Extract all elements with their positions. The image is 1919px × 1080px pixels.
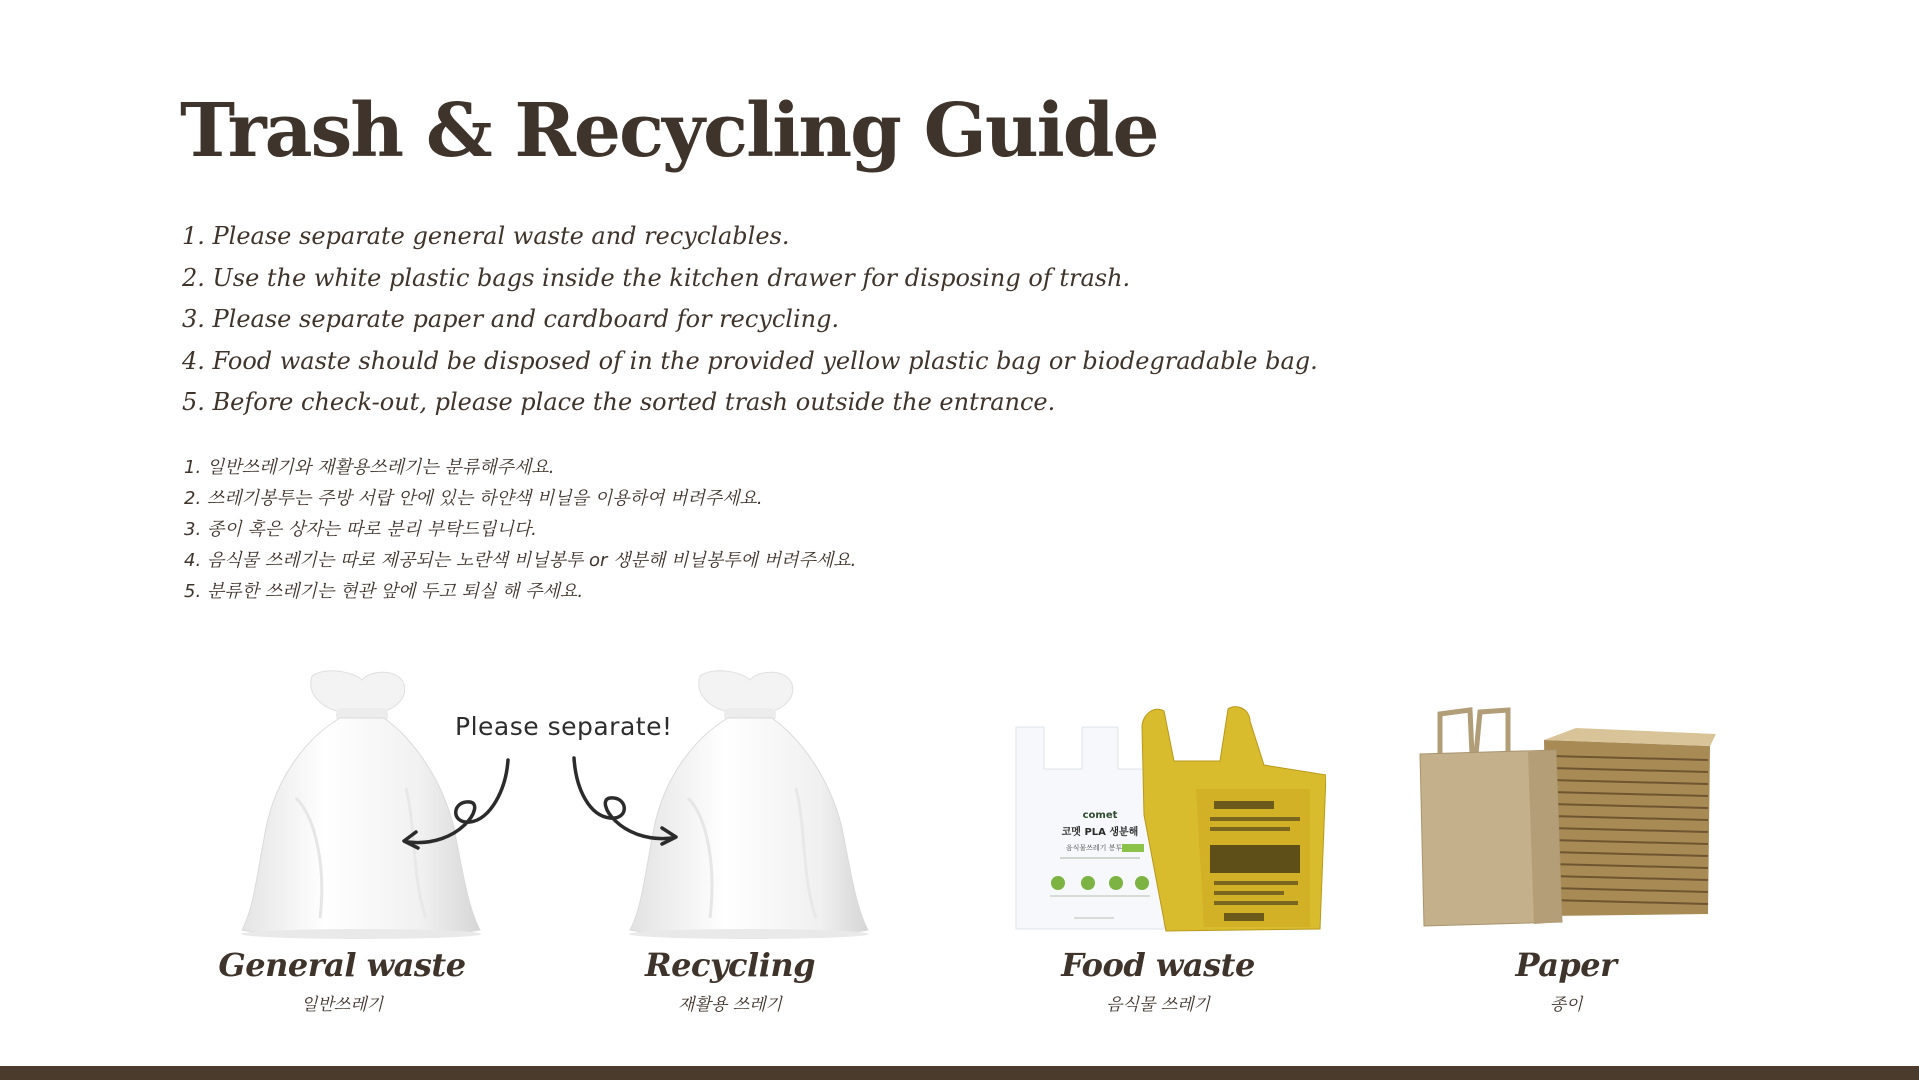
caption-general-waste-ko: 일반쓰레기 xyxy=(300,995,384,1015)
caption-general-waste xyxy=(152,946,532,1015)
rule-ko-5: 5. 분류한 쓰레기는 현관 앞에 두고 퇴실 해 주세요. xyxy=(184,581,584,602)
caption-recycling-en: Recycling xyxy=(645,946,815,984)
rule-ko-1: 1. 일반쓰레기와 재활용쓰레기는 분류해주세요. xyxy=(184,457,555,478)
rule-en-2: 2. Use the white plastic bags inside the kitchen drawer for disposing of trash. xyxy=(182,263,1131,292)
rule-en-1: 1. Please separate general waste and recyclables. xyxy=(182,222,790,250)
rule-en-4: 4. Food waste should be disposed of in the provided yellow plastic bag or biodegradable bag. xyxy=(182,346,1318,375)
caption-paper-en: Paper xyxy=(1515,946,1617,984)
rule-en-3: 3. Please separate paper and cardboard for recycling. xyxy=(182,305,840,333)
rule-ko-3: 3. 종이 혹은 상자는 따로 분리 부탁드립니다. xyxy=(184,519,537,540)
caption-food-waste xyxy=(968,946,1348,1015)
rules-list-korean xyxy=(184,452,856,607)
rules-list-english xyxy=(182,216,1318,424)
caption-paper-ko: 종이 xyxy=(1549,995,1583,1015)
food-waste-bags-icon xyxy=(1014,705,1326,933)
food-bag-name: 코멧 PLA 생분해 xyxy=(1061,827,1139,838)
rule-ko-2: 2. 쓰레기봉투는 주방 서랍 안에 있는 하얀색 비닐을 이용하여 버려주세요. xyxy=(184,488,763,509)
caption-food-waste-ko: 음식물 쓰레기 xyxy=(1106,995,1210,1015)
bottom-bar xyxy=(0,1066,1919,1080)
food-bag-sub: 음식물쓰레기 봉투 xyxy=(1065,844,1123,852)
paper-bag-cardboard-icon xyxy=(1416,706,1726,928)
rule-en-5: 5. Before check-out, please place the sorted trash outside the entrance. xyxy=(182,388,1056,416)
separate-arrows-icon xyxy=(390,740,710,860)
separate-note: Please separate! xyxy=(455,712,673,741)
rule-ko-4: 4. 음식물 쓰레기는 따로 제공되는 노란색 비닐봉투 or 생분해 비닐봉투에 버려주세요. xyxy=(184,550,857,571)
caption-general-waste-en: General waste xyxy=(218,946,466,984)
caption-recycling xyxy=(540,946,920,1015)
caption-recycling-ko: 재활용 쓰레기 xyxy=(678,995,782,1015)
caption-paper xyxy=(1376,946,1756,1015)
page-title: Trash & Recycling Guide xyxy=(180,88,1158,174)
caption-food-waste-en: Food waste xyxy=(1061,946,1255,984)
food-bag-brand: comet xyxy=(1082,810,1118,821)
